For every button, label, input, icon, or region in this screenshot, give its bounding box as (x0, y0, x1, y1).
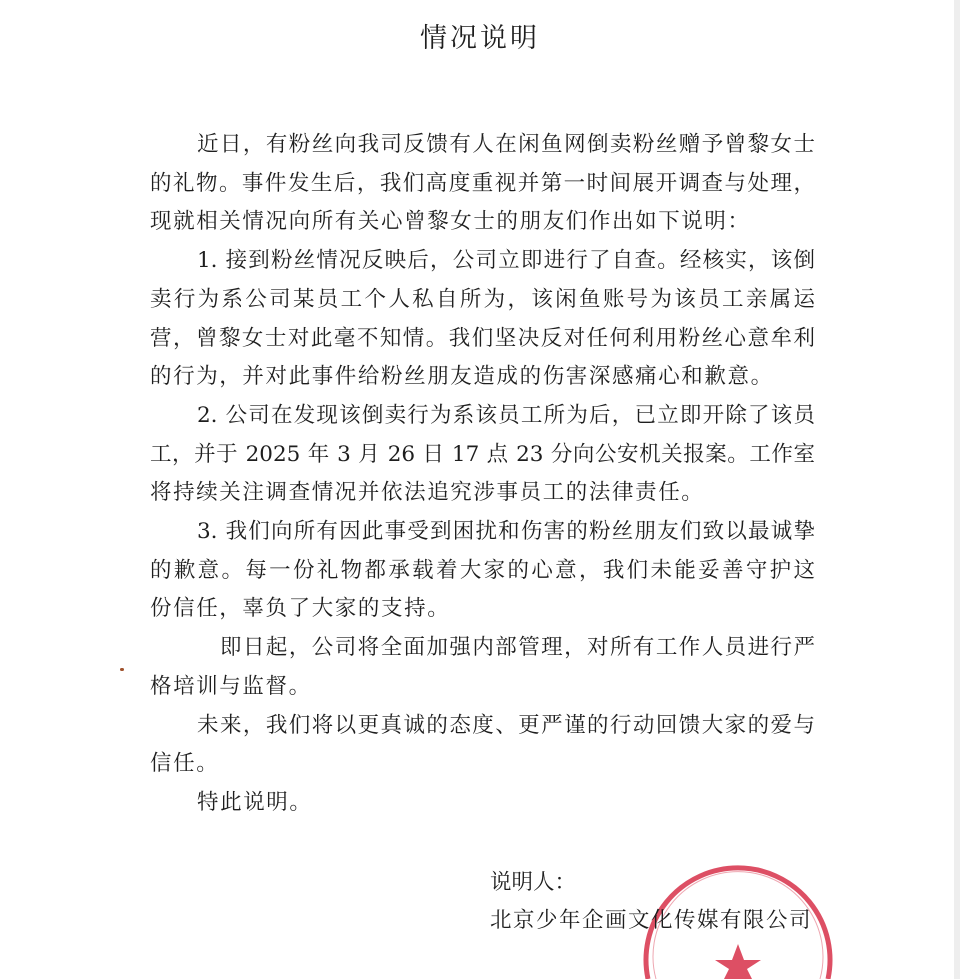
signature-company: 北京少年企画文化传媒有限公司 (490, 908, 813, 933)
document-line: 份信任，辜负了大家的支持。 (150, 596, 451, 622)
document-line: 的礼物。事件发生后，我们高度重视并第一时间展开调查与处理， (150, 170, 815, 196)
document-line: 3. 我们向所有因此事受到困扰和伤害的粉丝朋友们致以最诚挚 (197, 519, 815, 544)
document-line: 未来，我们将以更真诚的态度、更严谨的行动回馈大家的爱与 (197, 712, 815, 738)
document-line: 1. 接到粉丝情况反映后，公司立即进行了自查。经核实，该倒 (197, 248, 815, 274)
signature-label: 说明人： (490, 870, 577, 895)
document-line: 营，曾黎女士对此毫不知情。我们坚决反对任何利用粉丝心意牟利 (150, 325, 815, 351)
paper-speck (120, 668, 124, 671)
document-line: 特此说明。 (197, 789, 313, 815)
document-line: 工，并于 2025 年 3 月 26 日 17 点 23 分向公安机关报案。工作室 (150, 441, 815, 467)
document-line: 卖行为系公司某员工个人私自所为，该闲鱼账号为该员工亲属运 (150, 286, 815, 312)
document-line: 现就相关情况向所有关心曾黎女士的朋友们作出如下说明： (150, 209, 751, 235)
document-line: 的行为，并对此事件给粉丝朋友造成的伤害深感痛心和歉意。 (150, 364, 774, 390)
document-line: 2. 公司在发现该倒卖行为系该员工所为后，已立即开除了该员 (197, 402, 815, 428)
document-title: 情况说明 (420, 23, 540, 54)
document-line: 格培训与监督。 (150, 673, 312, 699)
document-line: 将持续关注调查情况并依法追究涉事员工的法律责任。 (150, 480, 705, 506)
document-line: 信任。 (150, 751, 220, 777)
document-line: 的歉意。每一份礼物都承载着大家的心意，我们未能妥善守护这 (150, 557, 815, 583)
document-line: 即日起，公司将全面加强内部管理，对所有工作人员进行严 (220, 635, 815, 661)
page-edge (954, 0, 960, 979)
seal-star-icon (715, 944, 761, 979)
document-line: 近日，有粉丝向我司反馈有人在闲鱼网倒卖粉丝赠予曾黎女士 (197, 132, 815, 157)
